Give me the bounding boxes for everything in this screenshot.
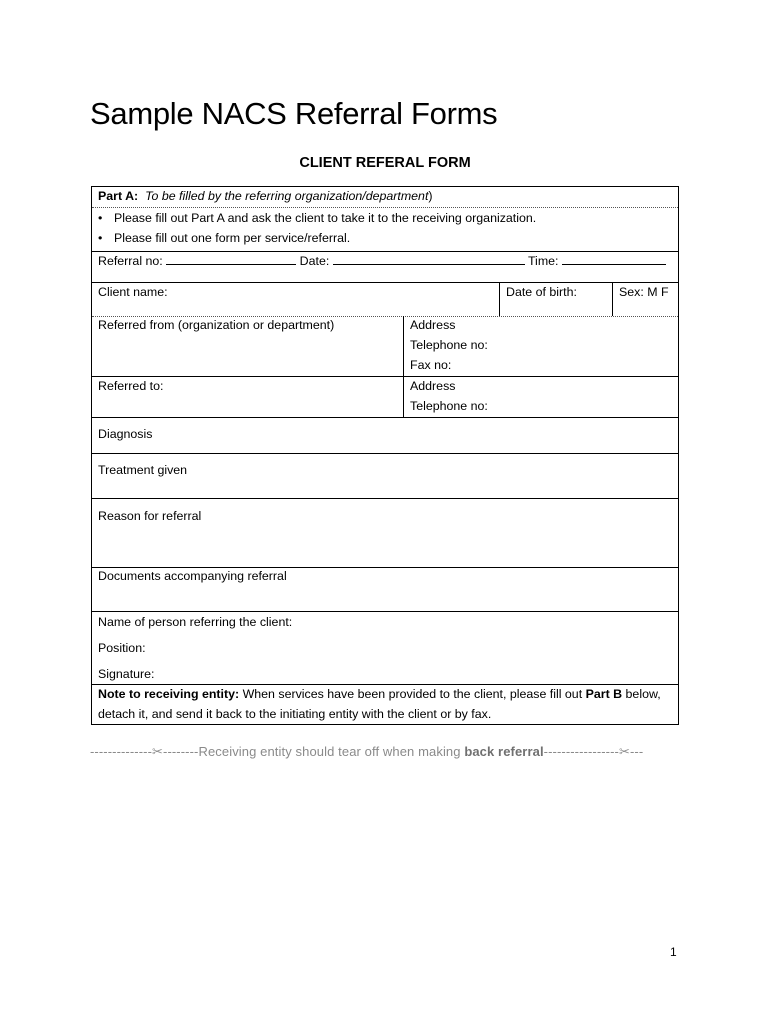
referred-from-address-label: Address	[410, 318, 456, 332]
referral-no-label: Referral no:	[98, 254, 163, 268]
divider	[92, 453, 678, 454]
dashes: --------	[163, 744, 199, 759]
client-name-label: Client name:	[98, 285, 168, 299]
divider	[612, 282, 613, 316]
date-label: Date:	[299, 254, 330, 268]
referrer-position-label: Position:	[98, 641, 146, 655]
dashes: -----------------	[543, 744, 619, 759]
divider	[499, 282, 500, 316]
divider	[92, 684, 678, 685]
divider	[92, 498, 678, 499]
divider	[92, 251, 678, 252]
note-text-1: When services have been provided to the client, please fill out	[239, 687, 586, 701]
date-of-birth-label: Date of birth:	[506, 285, 577, 299]
referrer-signature-label: Signature:	[98, 667, 155, 681]
instruction-bullet-2: • Please fill out one form per service/referral.	[114, 231, 350, 246]
referred-to-label: Referred to:	[98, 379, 164, 393]
note-line-2: detach it, and send it back to the initiating entity with the client or by fax.	[98, 707, 492, 721]
dashes: ---	[629, 744, 644, 759]
scissors-icon: ✂	[618, 744, 630, 759]
reason-label: Reason for referral	[98, 509, 202, 523]
referred-from-telephone-label: Telephone no:	[410, 338, 488, 352]
divider	[403, 316, 404, 417]
referred-from-label: Referred from (organization or department)	[98, 318, 335, 332]
part-a-close-paren: )	[428, 189, 433, 203]
part-a-instruction: To be filled by the referring organization/department	[145, 189, 429, 203]
sex-label: Sex: M F	[619, 285, 669, 299]
part-b-label: Part B	[585, 687, 623, 701]
referral-line	[98, 253, 666, 269]
referred-from-fax-label: Fax no:	[410, 358, 452, 372]
referrer-name-label: Name of person referring the client:	[98, 615, 293, 629]
back-referral-text: back referral	[464, 744, 544, 759]
note-label: Note to receiving entity:	[98, 687, 240, 701]
diagnosis-label: Diagnosis	[98, 427, 153, 441]
time-field[interactable]	[562, 253, 666, 265]
note-text-2: below,	[622, 687, 661, 701]
divider	[92, 417, 678, 418]
referral-no-field[interactable]	[166, 253, 296, 265]
referral-form	[91, 186, 679, 725]
page-title: Sample NACS Referral Forms	[90, 96, 498, 131]
divider	[92, 567, 678, 568]
instruction-bullet-1: • Please fill out Part A and ask the client to take it to the receiving organization.	[114, 211, 536, 226]
divider	[92, 376, 678, 377]
tear-off-text: Receiving entity should tear off when making	[198, 744, 465, 759]
time-label: Time:	[527, 254, 559, 268]
form-title: CLIENT REFERAL FORM	[299, 155, 471, 171]
treatment-label: Treatment given	[98, 463, 188, 477]
date-field[interactable]	[333, 253, 525, 265]
dashes: --------------	[90, 744, 153, 759]
referred-to-address-label: Address	[410, 379, 456, 393]
part-a-label: Part A:	[98, 189, 139, 203]
divider	[92, 207, 678, 208]
divider	[92, 316, 678, 317]
scissors-icon: ✂	[152, 744, 164, 759]
referred-to-telephone-label: Telephone no:	[410, 399, 488, 413]
part-a-header	[98, 189, 433, 204]
tear-off-line	[90, 744, 680, 760]
note-line-1	[98, 687, 661, 702]
page-number: 1	[670, 945, 677, 959]
divider	[92, 611, 678, 612]
divider	[92, 282, 678, 283]
documents-label: Documents accompanying referral	[98, 569, 287, 583]
